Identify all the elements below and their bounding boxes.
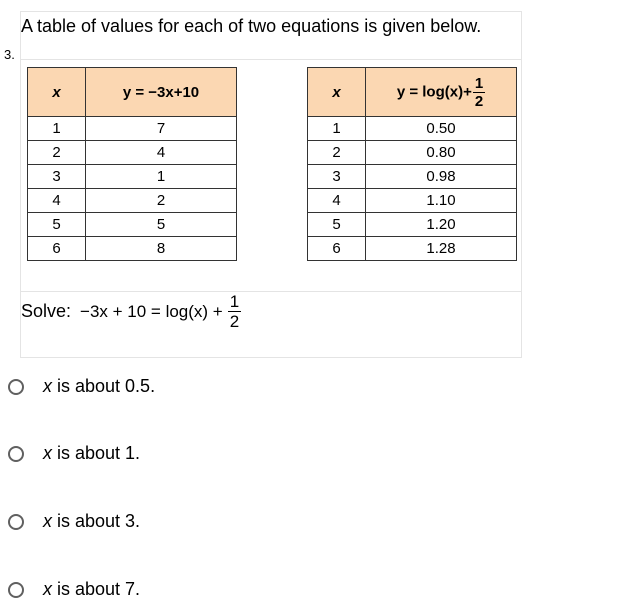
radio-button[interactable] — [8, 514, 24, 530]
answer-option-a[interactable] — [8, 376, 155, 397]
table-row: 1 7 — [28, 117, 237, 141]
table-log-header-x: x — [308, 68, 366, 117]
radio-button[interactable] — [8, 446, 24, 462]
option-label: x is about 7. — [43, 579, 141, 599]
solve-statement — [21, 293, 241, 330]
table-row: 5 5 — [28, 213, 237, 237]
table-row: 6 8 — [28, 237, 237, 261]
question-prompt: A table of values for each of two equations is given below. — [21, 16, 482, 36]
table-row: 4 2 — [28, 189, 237, 213]
option-label: x is about 1. — [43, 443, 141, 463]
question-number: 3. — [4, 47, 15, 62]
answer-option-c[interactable] — [8, 511, 140, 532]
table-row: 3 1 — [28, 165, 237, 189]
table-linear-header-y: y = −3x+10 — [86, 68, 237, 117]
answer-option-b[interactable] — [8, 443, 140, 464]
header-fraction: $\frac{1}{2}$ — [474, 74, 484, 110]
radio-button[interactable] — [8, 582, 24, 598]
table-log — [307, 67, 517, 261]
table-row: 5 1.20 — [308, 213, 517, 237]
answer-option-d[interactable] — [8, 579, 140, 600]
panel-divider-top — [20, 59, 522, 60]
solve-equation: −3x + 10 = log(x) + $\frac{1}{2}$ — [80, 292, 240, 331]
solve-label: Solve: — [21, 301, 72, 321]
table-row: 3 0.98 — [308, 165, 517, 189]
panel-divider-bottom — [20, 291, 522, 292]
table-linear — [27, 67, 237, 261]
table-row: 2 0.80 — [308, 141, 517, 165]
table-row: 2 4 — [28, 141, 237, 165]
radio-button[interactable] — [8, 379, 24, 395]
table-row: 1 0.50 — [308, 117, 517, 141]
table-linear-header-x: x — [28, 68, 86, 117]
table-row: 6 1.28 — [308, 237, 517, 261]
table-row: 4 1.10 — [308, 189, 517, 213]
table-log-header-y: y = log(x)+ $\frac{1}{2}$ — [366, 68, 517, 117]
solve-fraction: $\frac{1}{2}$ — [229, 292, 240, 331]
option-label: x is about 3. — [43, 511, 141, 531]
option-label: x is about 0.5. — [43, 376, 156, 396]
